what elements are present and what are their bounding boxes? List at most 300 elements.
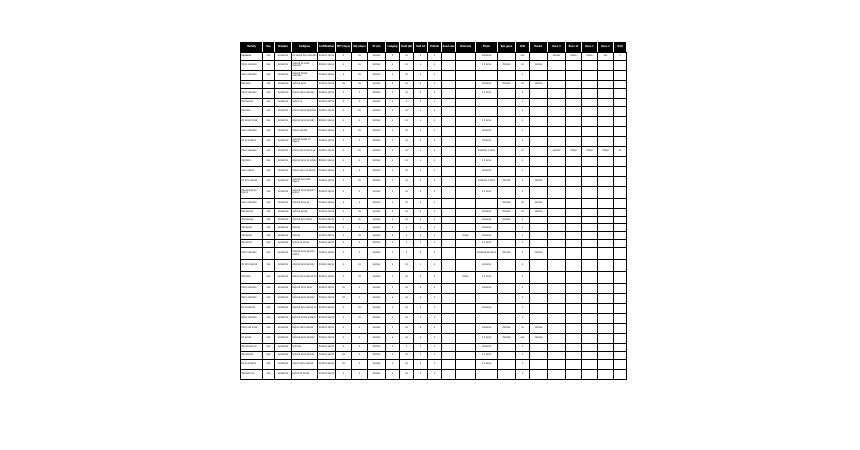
table-cell [456, 116, 476, 126]
table-cell: xxxxxxx [476, 232, 498, 240]
table-cell: x [516, 344, 530, 352]
table-row [241, 344, 627, 352]
table-cell [566, 248, 582, 260]
table-cell: x [352, 240, 368, 248]
table-cell: Xxxxxx [498, 324, 516, 334]
table-cell [442, 324, 456, 334]
table-row [241, 88, 627, 98]
table-cell [548, 186, 566, 198]
table-cell: xx [352, 80, 368, 88]
table-cell [548, 98, 566, 106]
table-cell: xxxxxx [368, 369, 386, 379]
table-cell [442, 240, 456, 248]
table-cell: x [336, 146, 352, 156]
table-cell: Xxxxxx [498, 248, 516, 260]
table-cell: xxxxxxxx [275, 248, 292, 260]
table-cell: x [386, 260, 400, 272]
table-cell [566, 80, 582, 88]
table-cell: Xxxxxx xxxxx [318, 240, 336, 248]
table-cell [598, 232, 614, 240]
table-cell: x [414, 198, 428, 208]
table-cell: xxxxxx [368, 53, 386, 61]
table-cell [530, 166, 548, 176]
table-cell [498, 116, 516, 126]
table-cell: xxxxxxxx [275, 136, 292, 146]
table-cell: xxx [263, 156, 275, 166]
table-cell [614, 314, 627, 324]
table-cell: Xxxx xxxxxxx [241, 294, 263, 304]
table-cell [442, 88, 456, 98]
table-cell: x [336, 232, 352, 240]
table-row [241, 208, 627, 216]
table-cell: x [386, 232, 400, 240]
table-cell [614, 248, 627, 260]
table-cell [498, 284, 516, 294]
table-cell: x [352, 156, 368, 166]
table-cell [614, 126, 627, 136]
table-cell: xx [400, 334, 414, 344]
table-cell [498, 98, 516, 106]
table-cell: xxxxxxx [476, 208, 498, 216]
table-cell [530, 272, 548, 284]
table-cell [548, 369, 566, 379]
table-cell [442, 80, 456, 88]
table-cell [566, 106, 582, 116]
table-cell [456, 106, 476, 116]
table-cell [456, 70, 476, 80]
table-cell: Xxxx xxxxxxx [241, 198, 263, 208]
table-cell: xxxxxx xx xxxx xxxxxxx [292, 60, 318, 70]
table-cell [548, 284, 566, 294]
table-cell: x [336, 186, 352, 198]
table-cell: x [386, 98, 400, 106]
table-cell: x [400, 232, 414, 240]
table-cell: Xxxxxx xxxxx [318, 248, 336, 260]
table-cell: x [352, 166, 368, 176]
table-cell: xxx [263, 166, 275, 176]
table-cell: x [428, 344, 442, 352]
table-cell [548, 106, 566, 116]
table-cell: xx [400, 136, 414, 146]
table-cell [566, 70, 582, 80]
table-cell: xx [400, 156, 414, 166]
table-cell [582, 166, 598, 176]
table-cell: xx xxxxx xxx xxxxxxx [292, 53, 318, 61]
table-cell: x [414, 208, 428, 216]
table-cell: x [428, 232, 442, 240]
table-cell [456, 88, 476, 98]
table-cell: x [336, 166, 352, 176]
table-cell: xxxxxxxx [275, 260, 292, 272]
table-cell [548, 116, 566, 126]
table-cell [456, 156, 476, 166]
column-header: Yield (lb) [400, 43, 414, 53]
table-cell: Xxxx xxxxxxx [241, 88, 263, 98]
table-cell: xxx [263, 260, 275, 272]
table-cell [442, 334, 456, 344]
table-cell: x [352, 136, 368, 146]
table-cell: xxxxxxxx [275, 166, 292, 176]
data-table [240, 42, 627, 380]
table-cell [566, 369, 582, 379]
table-cell [498, 53, 516, 61]
table-cell: x [352, 198, 368, 208]
table-cell: xxxxx [598, 146, 614, 156]
table-cell: xxxxxx xxxx xxxxxx xxxxx [292, 186, 318, 198]
table-cell [582, 304, 598, 314]
table-cell [456, 359, 476, 369]
table-cell: x x xxxx [476, 334, 498, 344]
table-cell [530, 156, 548, 166]
column-header: Certification [318, 43, 336, 53]
table-cell: xxxxxx [368, 70, 386, 80]
table-cell [548, 156, 566, 166]
table-cell [498, 352, 516, 360]
table-cell [456, 186, 476, 198]
column-header: Variety [241, 43, 263, 53]
table-cell: x [400, 248, 414, 260]
table-cell [614, 272, 627, 284]
table-cell [582, 60, 598, 70]
table-cell: xx [400, 126, 414, 136]
table-cell [456, 314, 476, 324]
table-cell [598, 216, 614, 224]
table-cell [614, 224, 627, 232]
table-row [241, 80, 627, 88]
table-cell [598, 70, 614, 80]
table-cell: x [336, 156, 352, 166]
table-cell: x [352, 352, 368, 360]
table-cell: x [428, 53, 442, 61]
table-cell [614, 116, 627, 126]
table-cell: xxxxxx xxxxx xx xxxxx [292, 136, 318, 146]
table-cell: xxxxxxx [476, 126, 498, 136]
table-cell [614, 232, 627, 240]
table-cell: x [386, 106, 400, 116]
table-cell [548, 208, 566, 216]
table-cell: x [336, 106, 352, 116]
table-cell [442, 304, 456, 314]
table-cell: xx [352, 70, 368, 80]
table-cell [582, 272, 598, 284]
table-cell: xx [352, 304, 368, 314]
table-cell: x [516, 260, 530, 272]
table-cell [530, 116, 548, 126]
table-cell: Xxxxxxxx [241, 240, 263, 248]
column-header: Seed size [442, 43, 456, 53]
table-cell: xxxxx [566, 146, 582, 156]
table-cell [456, 294, 476, 304]
table-cell: x [386, 80, 400, 88]
table-cell: x [414, 53, 428, 61]
table-cell: xxx [263, 116, 275, 126]
table-cell: xxxxx xx xxxxx [292, 369, 318, 379]
table-row [241, 352, 627, 360]
table-cell [442, 359, 456, 369]
table-cell: x [414, 70, 428, 80]
table-cell: xxxxx xxxx xxxxxx [292, 359, 318, 369]
table-cell: xxx [263, 198, 275, 208]
table-cell [548, 314, 566, 324]
table-cell [442, 248, 456, 260]
table-cell [442, 106, 456, 116]
table-cell: Xxxxxxxxx [241, 98, 263, 106]
table-cell [530, 126, 548, 136]
table-cell: xxxxxxxx [275, 198, 292, 208]
table-cell: x [414, 304, 428, 314]
table-cell [598, 294, 614, 304]
table-row [241, 70, 627, 80]
table-cell: x [516, 240, 530, 248]
table-cell [614, 80, 627, 88]
table-cell: xxxxxxxx [275, 146, 292, 156]
table-cell: xxxxxxx x xxxx [476, 146, 498, 156]
table-cell: xxx [263, 60, 275, 70]
table-cell [498, 260, 516, 272]
table-cell [456, 216, 476, 224]
table-cell: xx [400, 352, 414, 360]
table-cell: xxxxxx [548, 53, 566, 61]
table-cell: x [336, 126, 352, 136]
table-cell: x [400, 98, 414, 106]
table-cell [548, 88, 566, 98]
table-cell: xxxxxx [368, 284, 386, 294]
table-cell: xxxxxxxx [275, 116, 292, 126]
table-cell: Xxxxxx xxxxx [318, 53, 336, 61]
table-cell [582, 284, 598, 294]
table-cell: Xxxxxx xxxxx [318, 166, 336, 176]
table-cell: Xx xxx xxxxxx [241, 260, 263, 272]
table-cell [582, 248, 598, 260]
table-cell: xx [400, 186, 414, 198]
table-cell: xxxxx [582, 53, 598, 61]
table-cell: Xxxx xxxxxxx [241, 146, 263, 156]
table-cell: x [386, 352, 400, 360]
table-cell: Xxxxxx xxxxx [318, 60, 336, 70]
table-cell [498, 294, 516, 304]
table-cell [456, 352, 476, 360]
table-cell [598, 88, 614, 98]
table-cell [582, 116, 598, 126]
table-cell: xxxxxx [368, 136, 386, 146]
table-cell: Xxxxxxx [241, 80, 263, 88]
table-cell: Xxxxxx xxxxx [318, 198, 336, 208]
table-cell: x [516, 116, 530, 126]
table-cell [548, 359, 566, 369]
table-cell [498, 369, 516, 379]
table-cell [498, 156, 516, 166]
table-cell: Xxxxxxxxx xx [241, 344, 263, 352]
table-cell [548, 248, 566, 260]
table-cell: x [386, 166, 400, 176]
table-cell [548, 80, 566, 88]
table-cell: Xxxxxx xxxxx [318, 146, 336, 156]
table-cell [530, 352, 548, 360]
table-cell: x [428, 369, 442, 379]
table-cell [548, 176, 566, 186]
table-cell [582, 186, 598, 198]
table-cell: xx [400, 304, 414, 314]
table-cell [442, 314, 456, 324]
table-cell: x [414, 166, 428, 176]
table-cell: xx [400, 53, 414, 61]
table-cell: x x xxxx [476, 240, 498, 248]
table-cell [548, 232, 566, 240]
column-header: Race 3 [548, 43, 566, 53]
table-cell: x [516, 284, 530, 294]
table-cell: x [428, 70, 442, 80]
table-row [241, 156, 627, 166]
table-cell: xx [516, 146, 530, 156]
table-cell: xx [352, 126, 368, 136]
table-cell [614, 70, 627, 80]
table-cell: x [400, 344, 414, 352]
table-cell: xxxxxx [368, 146, 386, 156]
table-cell: x [428, 272, 442, 284]
table-cell [530, 98, 548, 106]
table-row [241, 314, 627, 324]
table-cell [498, 166, 516, 176]
table-cell [598, 176, 614, 186]
table-cell: Xxxxxx xxxxx [318, 156, 336, 166]
table-cell: x [414, 216, 428, 224]
table-row [241, 186, 627, 198]
table-cell: xx [516, 324, 530, 334]
table-cell [456, 166, 476, 176]
table-cell: x [386, 369, 400, 379]
table-cell: xx [400, 208, 414, 216]
table-cell [582, 344, 598, 352]
column-header: Phyto [476, 43, 498, 53]
table-cell [566, 284, 582, 294]
table-cell: x [428, 314, 442, 324]
table-body [241, 53, 627, 380]
table-cell [442, 232, 456, 240]
table-cell [566, 240, 582, 248]
table-cell [442, 166, 456, 176]
table-cell: xxxxxx [368, 88, 386, 98]
table-cell [566, 314, 582, 324]
table-cell: x [414, 272, 428, 284]
table-cell [456, 224, 476, 232]
table-cell: xxxxxx xxxxx xxxxxx [292, 314, 318, 324]
table-cell [614, 344, 627, 352]
table-cell: x [386, 126, 400, 136]
table-cell [548, 352, 566, 360]
column-header: MFI (days) [336, 43, 352, 53]
table-cell: x [428, 260, 442, 272]
table-cell: xxxxxx [368, 216, 386, 224]
table-row [241, 53, 627, 61]
table-cell: xxxxxxxx [275, 88, 292, 98]
table-cell: Xxxxxxxx [241, 224, 263, 232]
table-cell: x [336, 272, 352, 284]
table-cell: xxx [516, 53, 530, 61]
table-cell: x [386, 70, 400, 80]
table-cell: Xxxxxx [498, 208, 516, 216]
table-cell: xx [400, 166, 414, 176]
table-cell: xxxxxxxx [275, 240, 292, 248]
table-cell: xxxxxxxx [275, 344, 292, 352]
table-cell: xxx [263, 294, 275, 304]
table-cell: x [516, 248, 530, 260]
table-cell: xxxxxx xxxx [292, 80, 318, 88]
table-cell: x [336, 88, 352, 98]
table-cell: x [516, 166, 530, 176]
table-cell: Xxxxxx xxxxx [318, 106, 336, 116]
table-cell: xxxxxx xxx xxxxxx xx [292, 304, 318, 314]
table-cell: xx [336, 294, 352, 304]
table-cell: x [414, 126, 428, 136]
table-row [241, 216, 627, 224]
table-cell: Xxxxxx xxxxx [318, 232, 336, 240]
table-cell: xx [400, 272, 414, 284]
table-cell: x [336, 208, 352, 216]
table-cell: x [386, 224, 400, 232]
table-cell: x [414, 324, 428, 334]
table-cell: x [352, 224, 368, 232]
table-cell: x [428, 98, 442, 106]
table-cell [442, 208, 456, 216]
table-row [241, 272, 627, 284]
table-cell [530, 232, 548, 240]
table-cell [442, 216, 456, 224]
table-cell: xxxxxx xxxx xxxxxx [292, 116, 318, 126]
table-cell: xxxxxx [292, 224, 318, 232]
table-cell [614, 208, 627, 216]
table-cell: Xxxxxxxxx [241, 208, 263, 216]
table-cell: x [352, 359, 368, 369]
table-cell [598, 116, 614, 126]
table-cell: x [516, 216, 530, 224]
table-cell [530, 369, 548, 379]
table-cell: x [352, 116, 368, 126]
table-cell: x [516, 294, 530, 304]
table-cell: xxx [263, 314, 275, 324]
table-cell: x [386, 198, 400, 208]
table-cell [614, 304, 627, 314]
table-cell [442, 70, 456, 80]
table-cell: xxxxxx [530, 80, 548, 88]
table-cell: x [336, 53, 352, 61]
table-cell: x [428, 284, 442, 294]
table-cell [582, 80, 598, 88]
table-cell [566, 136, 582, 146]
table-cell: xxx [263, 369, 275, 379]
table-cell [598, 80, 614, 88]
table-cell: xxxxx xxxx xxxxxx [292, 324, 318, 334]
table-cell: x [414, 314, 428, 324]
table-cell: xxx [516, 334, 530, 344]
table-cell [456, 248, 476, 260]
table-cell: xxx [263, 248, 275, 260]
table-cell: x [516, 106, 530, 116]
table-cell [498, 70, 516, 80]
table-cell [456, 334, 476, 344]
table-cell: xx [400, 60, 414, 70]
table-cell [530, 284, 548, 294]
table-cell: xxxxxx [368, 80, 386, 88]
column-header: Use [263, 43, 275, 53]
table-cell: xxxxxxxx [275, 359, 292, 369]
table-cell [614, 260, 627, 272]
table-cell [476, 106, 498, 116]
table-cell: xxxxxxxx [275, 53, 292, 61]
table-cell: xxx [263, 136, 275, 146]
table-cell [582, 70, 598, 80]
table-cell: xxxxxxxx [275, 176, 292, 186]
table-cell [582, 126, 598, 136]
